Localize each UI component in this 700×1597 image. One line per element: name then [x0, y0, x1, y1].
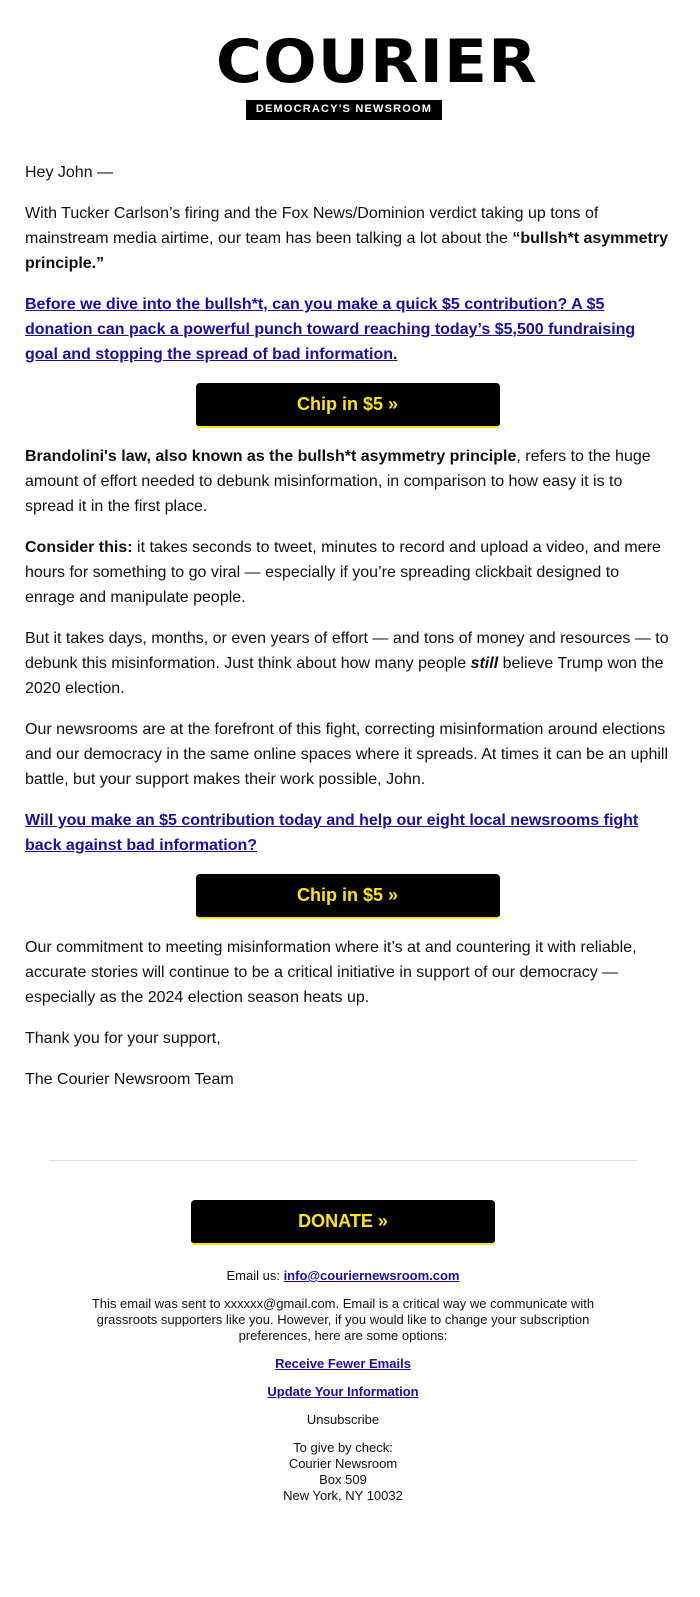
donation-link-2[interactable]: Will you make an $5 contribution today and help our eight local newsrooms fight back against bad information? [25, 812, 639, 854]
paragraph-consider-bold: Consider this: [25, 539, 133, 556]
courier-logo [215, 27, 538, 120]
chip-in-button-2[interactable]: Chip in $5 » [196, 874, 500, 919]
check-city: New York, NY 10032 [283, 1488, 403, 1503]
paragraph-brandolini-text: , refers to the huge amount of effort needed to debunk misinformation, in comparison to how easy it is to spread it in the first place. [25, 448, 651, 515]
paragraph-thanks: Thank you for your support, [25, 1030, 221, 1047]
paragraph-debunk-emphasis: still [470, 655, 499, 672]
check-name: Courier Newsroom [288, 1456, 398, 1471]
fewer-emails-line [70, 1356, 616, 1372]
email-footer [70, 1268, 616, 1516]
contact-line [70, 1268, 616, 1284]
donation-ask-1 [25, 292, 670, 367]
paragraph-consider-text: it takes seconds to tweet, minutes to record and upload a video, and mere hours for something to go viral — especially if you’re spreading clickbait designed to enrage and manipulate people. [25, 539, 661, 606]
update-info-line [70, 1384, 616, 1400]
chip-in-button-wrap-2 [25, 874, 670, 919]
donate-button[interactable]: DONATE » [191, 1200, 495, 1245]
check-label: To give by check: [293, 1440, 393, 1455]
check-address [70, 1440, 616, 1504]
logo-tagline: DEMOCRACY'S NEWSROOM [246, 100, 442, 120]
email-label: Email us: [226, 1268, 284, 1283]
paragraph-intro-text: With Tucker Carlson’s firing and the Fox News/Dominion verdict taking up tons of mainstream media airtime, our team has been talking a lot about the [25, 205, 599, 247]
greeting: Hey John — [25, 164, 114, 181]
subscription-notice: This email was sent to xxxxxx@gmail.com. Email is a critical way we communicate with grassroots supporters like you. However, if you would like to change your subscription preferences, here are some options: [91, 1296, 595, 1343]
chip-in-button-wrap-1 [25, 383, 670, 428]
signature: The Courier Newsroom Team [25, 1071, 234, 1088]
donation-link-1[interactable]: Before we dive into the bullsh*t, can you make a quick $5 contribution? A $5 donation can pack a powerful punch toward reaching today’s $5,500 fundraising goal and stopping the spread of bad information. [25, 296, 636, 363]
logo-wordmark: COURIER [215, 27, 538, 97]
paragraph-intro-bold: “bullsh*t asymmetry principle.” [25, 230, 668, 272]
unsubscribe-link[interactable]: Unsubscribe [306, 1412, 380, 1427]
paragraph-newsrooms: Our newsrooms are at the forefront of this fight, correcting misinformation around elections and our democracy in the same online spaces where it spreads. At times it can be an uphill battle, but your support makes their work possible, John. [25, 721, 669, 788]
paragraph-debunk [25, 626, 670, 701]
contact-email-link[interactable]: info@couriernewsroom.com [283, 1268, 460, 1283]
email-body [25, 160, 670, 1108]
donation-ask-2 [25, 808, 670, 858]
paragraph-brandolini [25, 444, 670, 519]
receive-fewer-emails-link[interactable]: Receive Fewer Emails [275, 1356, 411, 1371]
paragraph-debunk-text-b: believe Trump won the 2020 election. [25, 655, 664, 697]
footer-divider [49, 1160, 637, 1161]
paragraph-intro [25, 201, 670, 276]
paragraph-debunk-text-a: But it takes days, months, or even years of effort — and tons of money and resources — to debunk this misinformation. Just think about how many people [25, 630, 669, 672]
unsubscribe-line [70, 1412, 616, 1428]
paragraph-consider [25, 535, 670, 610]
paragraph-brandolini-bold: Brandolini's law, also known as the bullsh*t asymmetry principle [25, 448, 517, 465]
paragraph-commitment: Our commitment to meeting misinformation where it’s at and countering it with reliable, accurate stories will continue to be a critical initiative in support of our democracy — especially as the 2024 election season heats up. [25, 939, 637, 1006]
donate-button-wrap [191, 1200, 495, 1245]
chip-in-button-1[interactable]: Chip in $5 » [196, 383, 500, 428]
check-box: Box 509 [319, 1472, 367, 1487]
update-information-link[interactable]: Update Your Information [267, 1384, 419, 1399]
